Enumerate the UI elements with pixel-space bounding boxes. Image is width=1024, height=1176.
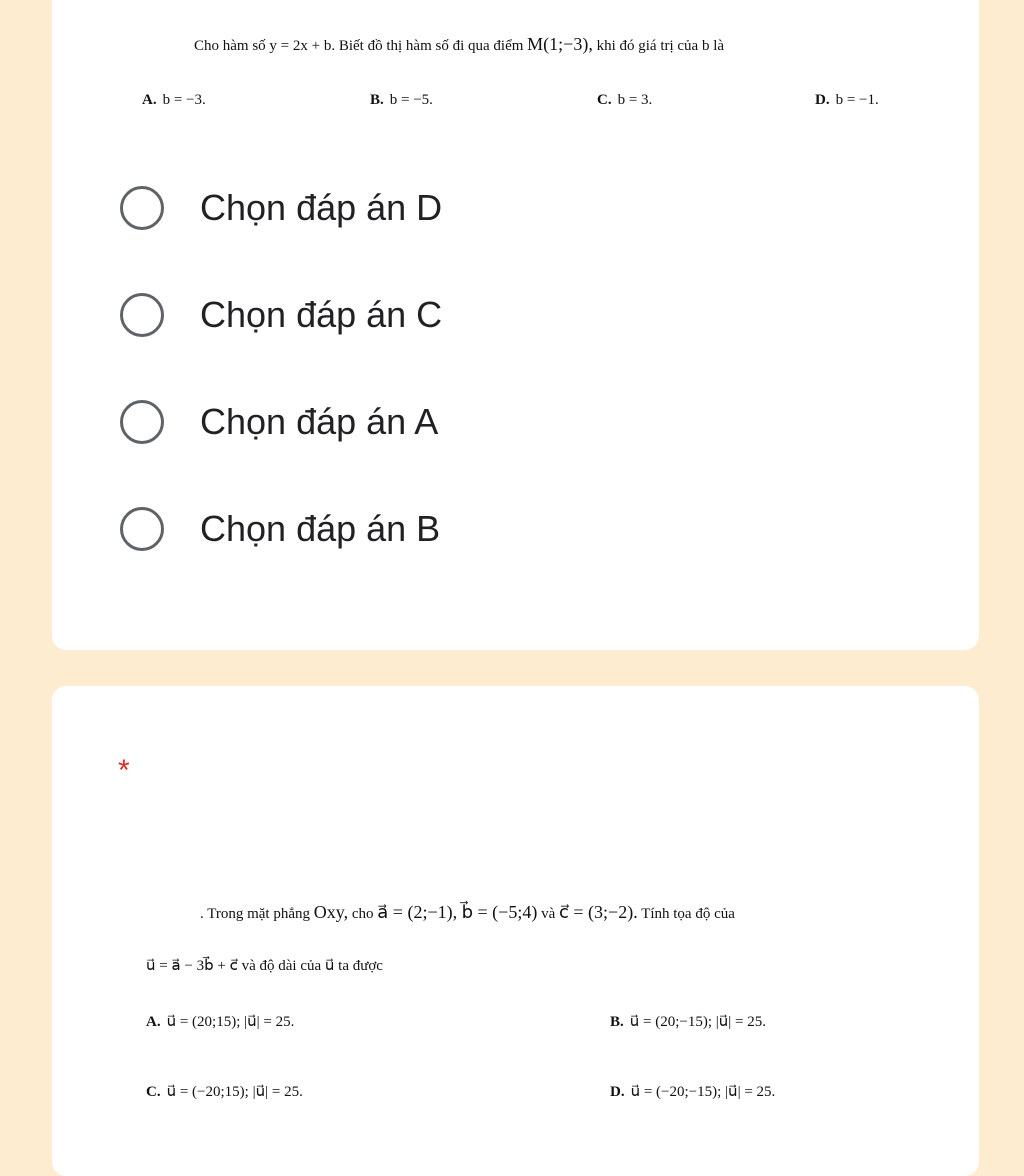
option-letter: D. [610,1084,625,1100]
q2-text-post: Tính tọa độ của [641,906,735,922]
q1-option-d [815,92,879,109]
question-1-text [194,34,724,55]
q1-option-c [597,92,652,109]
q1-option-a [142,92,206,109]
q1-function: y = 2x + b. [269,38,336,54]
option-letter: B. [610,1014,624,1030]
choice-label: Chọn đáp án C [200,294,443,335]
q2-option-b [610,1012,766,1031]
q2-vectors: a⃗ = (2;−1), b⃗ = (−5;4) [377,902,538,922]
q2-text-pre: . Trong mặt phẳng [200,906,311,922]
q2-cho: cho [351,906,374,922]
q2-vector-c: c⃗ = (3;−2). [559,902,638,922]
question-card-1 [52,0,979,650]
q1-option-b [370,92,433,109]
option-letter: C. [146,1084,161,1100]
question-card-2 [52,686,979,1176]
option-letter: A. [142,92,157,108]
required-asterisk: * [118,754,130,787]
option-value: b = −1. [835,92,879,108]
q2-expression: u⃗ = a⃗ − 3b⃗ + c⃗ [146,958,238,974]
q2-text: và độ dài của u⃗ ta được [241,958,383,974]
option-value: b = 3. [617,92,653,108]
choice-label: Chọn đáp án B [200,508,441,549]
q2-option-c [146,1082,303,1101]
q1-text-mid: Biết đồ thị hàm số đi qua điểm [338,38,524,54]
option-value: b = −5. [389,92,433,108]
option-letter: B. [370,92,384,108]
q1-point: M(1;−3), [527,34,593,54]
q1-text-pre: Cho hàm số [194,38,266,54]
question-2-line-2 [146,956,383,975]
q2-va: và [541,906,556,922]
q2-option-d [610,1082,775,1101]
choice-c[interactable] [120,285,620,345]
choice-a[interactable] [120,392,620,452]
option-letter: C. [597,92,612,108]
choice-b[interactable] [120,499,620,559]
q2-option-a [146,1012,294,1031]
option-value: u⃗ = (−20;15); |u⃗| = 25. [166,1084,303,1100]
radio-button[interactable] [120,507,164,551]
choice-label: Chọn đáp án A [200,401,439,442]
option-letter: D. [815,92,830,108]
q1-text-post: khi đó giá trị của b là [596,38,725,54]
option-value: b = −3. [162,92,206,108]
q2-oxy: Oxy, [313,902,349,922]
option-value: u⃗ = (20;15); |u⃗| = 25. [166,1014,295,1030]
option-letter: A. [146,1014,161,1030]
radio-button[interactable] [120,293,164,337]
question-2-line-1 [200,902,735,923]
option-value: u⃗ = (20;−15); |u⃗| = 25. [629,1014,766,1030]
radio-button[interactable] [120,400,164,444]
choice-d[interactable] [120,178,620,238]
option-value: u⃗ = (−20;−15); |u⃗| = 25. [630,1084,776,1100]
choice-label: Chọn đáp án D [200,187,443,228]
radio-button[interactable] [120,186,164,230]
